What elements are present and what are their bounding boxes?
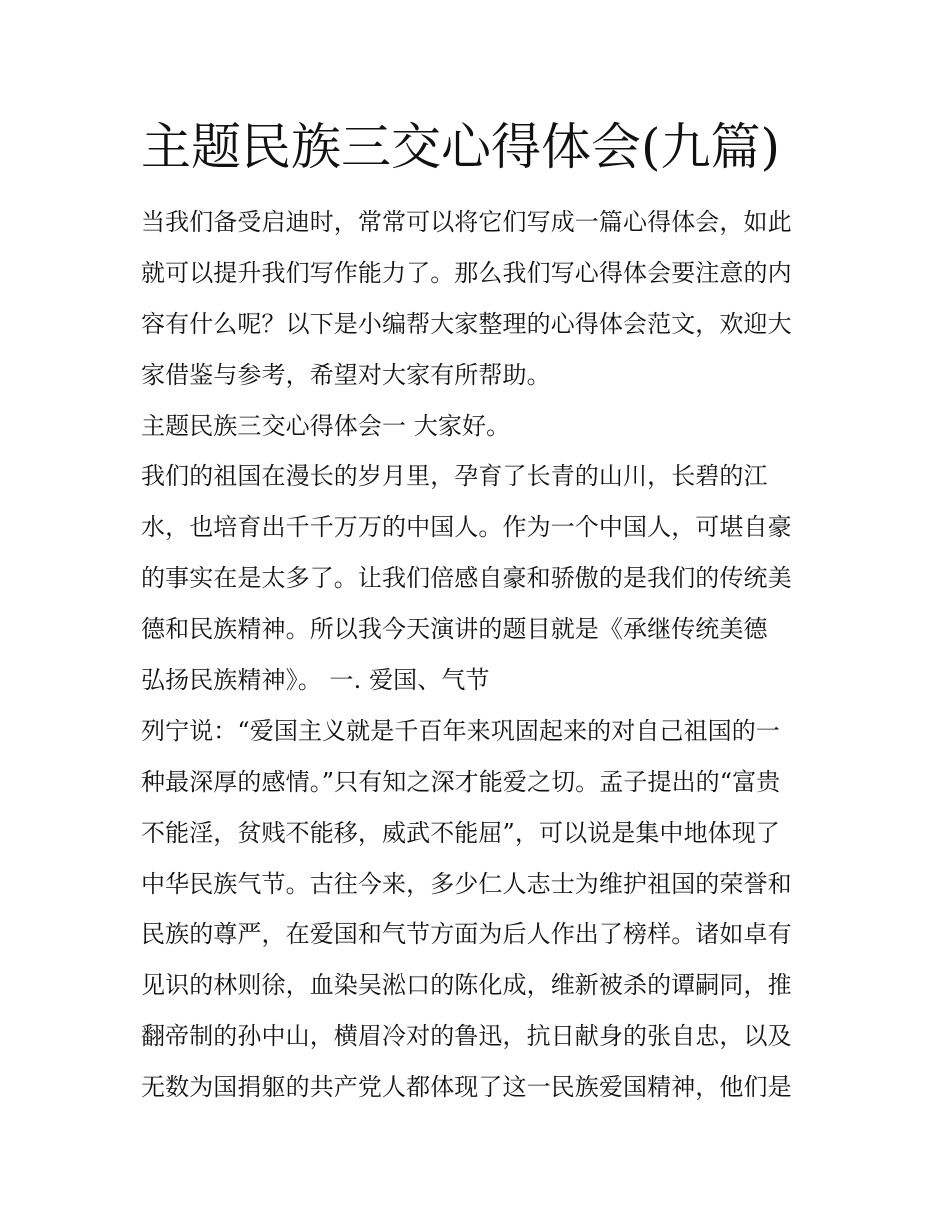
text-line: 种最深厚的感情。”只有知之深才能爱之切。孟子提出的“富贵 <box>141 767 781 796</box>
text-line: 翻帝制的孙中山，横眉冷对的鲁迅，抗日献身的张自忠，以及 <box>141 1022 792 1051</box>
text-line: 列宁说：“爱国主义就是千百年来巩固起来的对自己祖国的一 <box>141 716 780 745</box>
text-line: 不能淫，贫贱不能移，威武不能屈”，可以说是集中地体现了 <box>141 818 780 847</box>
text-line: 水，也培育出千千万万的中国人。作为一个中国人，可堪自豪 <box>141 513 792 542</box>
text-line: 中华民族气节。古往今来，多少仁人志士为维护祖国的荣誉和 <box>141 869 792 898</box>
text-line: 见识的林则徐，血染吴淞口的陈化成，维新被杀的谭嗣同，推 <box>141 971 792 1000</box>
document-title: 主题民族三交心得体会(九篇) <box>141 118 781 176</box>
text-line: 我们的祖国在漫长的岁月里，孕育了长青的山川，长碧的江 <box>141 462 768 491</box>
text-line: 的事实在是太多了。让我们倍感自豪和骄傲的是我们的传统美 <box>141 564 792 593</box>
text-line: 民族的尊严，在爱国和气节方面为后人作出了榜样。诸如卓有 <box>141 920 792 949</box>
section-heading-line: 主题民族三交心得体会一 大家好。 <box>141 411 511 440</box>
text-line: 就可以提升我们写作能力了。那么我们写心得体会要注意的内 <box>141 258 792 287</box>
text-line: 无数为国捐躯的共产党人都体现了这一民族爱国精神，他们是 <box>141 1073 792 1102</box>
text-line: 当我们备受启迪时，常常可以将它们写成一篇心得体会，如此 <box>141 208 792 236</box>
text-line: 家借鉴与参考，希望对大家有所帮助。 <box>141 360 551 389</box>
text-line: 容有什么呢？以下是小编帮大家整理的心得体会范文，欢迎大 <box>141 309 792 338</box>
text-line: 德和民族精神。所以我今天演讲的题目就是《承继传统美德 <box>141 615 768 644</box>
document-body <box>141 197 821 1113</box>
text-line: 弘扬民族精神》。 一. 爱国、气节 <box>141 666 490 695</box>
